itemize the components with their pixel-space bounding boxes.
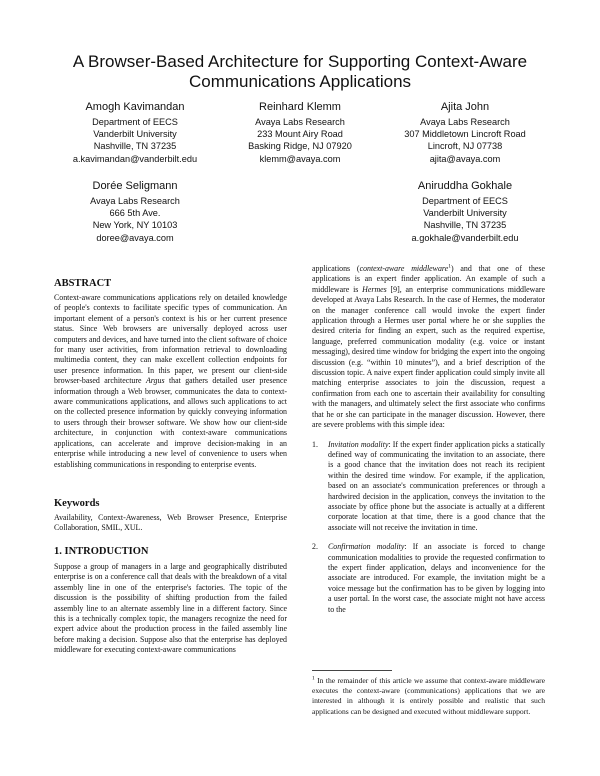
list-item xyxy=(312,440,545,534)
footnote-marker: 1 xyxy=(448,263,451,270)
list-item-label: Confirmation modality xyxy=(328,542,405,552)
author-email: ajita@avaya.com xyxy=(429,153,501,164)
context-aware-middleware-term: context-aware middleware xyxy=(359,264,449,273)
author-email: doree@avaya.com xyxy=(96,232,174,243)
right-column xyxy=(312,264,545,615)
abstract-heading: ABSTRACT xyxy=(54,278,112,289)
text-run: applications ( xyxy=(312,264,360,273)
author-address-street: 233 Mount Airy Road xyxy=(257,129,343,140)
author-block-5 xyxy=(370,179,560,244)
author-address-street: 666 5th Ave. xyxy=(109,208,161,219)
author-name: Reinhard Klemm xyxy=(259,101,341,113)
abstract-text-2: that gathers detailed user presence information through a Web browser, communicates the data to context-aware communications applications, and allows such applications to act on the collected presence information by quickly conveying information to users through their browser software. We show how our client-side architecture, in conjunction with context-aware communications applications, can accelerate and improve decision-making in an enterprise while introducing a new level of convenience to users when establishing communications in responding to enterprise events. xyxy=(54,376,287,469)
text-run: ) and that one of these applications is an expert finder application. An example of such a middleware is xyxy=(312,264,545,294)
keywords-heading: Keywords xyxy=(54,498,100,509)
author-address: New York, NY 10103 xyxy=(92,220,178,231)
right-paragraph xyxy=(312,264,545,431)
author-affiliation: Avaya Labs Research xyxy=(420,117,510,127)
keywords-text: Availability, Context-Awareness, Web Browser Presence, Enterprise Collaboration, SMIL, XUL. xyxy=(54,513,287,533)
author-address: Lincroft, NJ 07738 xyxy=(427,141,503,152)
list-item xyxy=(312,542,545,615)
footnote-rule xyxy=(312,670,392,671)
footnote-number: 1 xyxy=(312,675,315,682)
author-block-4 xyxy=(40,179,230,244)
author-address: Basking Ridge, NJ 07920 xyxy=(248,141,352,152)
author-institution: Vanderbilt University xyxy=(93,129,177,140)
introduction-heading: 1. INTRODUCTION xyxy=(54,546,149,557)
author-name: Aniruddha Gokhale xyxy=(417,180,513,192)
abstract-text-1: Context-aware communications applications rely on detailed knowledge of people's contexts to facilitate specific types of communication. An important element of a person's context is his or her current presence status. Since Web browsers are universally deployed across user computers and devices, and have turned into the client software of choice for many user activities, from information retrieval to downloading multimedia content, they can make excellent collection endpoints for user presence information. In this paper, we present our client-side browser-based architecture xyxy=(54,293,287,386)
list-item-label: Invitation modality xyxy=(328,439,389,449)
author-address: Nashville, TN 37235 xyxy=(423,220,507,231)
footnote-text: In the remainder of this article we assume that context-aware middleware executes the context-aware (communications) applications that we are interested in although it is entirely possible and realistic that such applications can be designed and executed without middleware support. xyxy=(312,676,546,716)
author-address-street: 307 Middletown Lincroft Road xyxy=(404,129,526,140)
author-address: Nashville, TN 37235 xyxy=(93,141,177,152)
author-name: Amogh Kavimandan xyxy=(85,101,185,113)
paper-title xyxy=(20,52,580,92)
footnote xyxy=(312,676,545,717)
author-block-2 xyxy=(205,100,395,165)
list-number: 2. xyxy=(312,542,318,552)
author-affiliation: Department of EECS xyxy=(422,196,508,206)
author-institution: Vanderbilt University xyxy=(423,208,507,219)
title-line-1: A Browser-Based Architecture for Supporting Context-Aware xyxy=(72,52,528,71)
abstract-body xyxy=(54,293,287,470)
author-name: Dorée Seligmann xyxy=(92,180,178,192)
author-block-3 xyxy=(370,100,560,165)
hermes-term: Hermes xyxy=(362,284,387,294)
author-email: klemm@avaya.com xyxy=(259,153,341,164)
argus-term: Argus xyxy=(145,376,165,386)
author-email: a.kavimandan@vanderbilt.edu xyxy=(72,153,198,164)
list-item-text: : If the expert finder application picks a statically defined way of communicating the invitation to an associate, there is a good chance that the invitation does not reach its recipient within the desired time window. For example, if the application, based on an associate's communication preferences or through a hardwired decision in the application, conveys the invitation to the associate by office phone but the associate is actually at a different corporate location at that time, there is a good chance that the associate will not receive the invitation in time. xyxy=(328,439,545,532)
author-block-1 xyxy=(40,100,230,165)
list-item-text: : If an associate is forced to change communication modalities to provide the requested confirmation to the expert finder application, delays and inconvenience for the associate are introduced. For example, the invitation might be a voice message but the confirmation has to be given by logging into a user portal. In the worst case, the associate might not have access to the xyxy=(328,542,545,614)
introduction-text: Suppose a group of managers in a large and geographically distributed enterprise is on a conference call that deals with the breakdown of a vital assembly line in one of the enterprise's factories. The topic of the discussion is the possibility of shifting production from the failed assembly line to an alternate assembly line in a different factory. Since this is a technically complex topic, the managers recognize the need for expert advice about the production process in the failed assembly line before making a decision. Suppose also that the enterprise has deployed middleware for executing context-aware communications xyxy=(54,562,287,655)
author-affiliation: Avaya Labs Research xyxy=(90,196,180,206)
text-run: [9], an enterprise communications middleware developed at Avaya Labs Research. In the case of Hermes, the moderator on the manager conference call would invoke the expert finder application through a Hermes user portal where he or she supplies the desired criteria for finding an expert, such as the required expertise, language, preferred communication modality (e.g. voice or instant messaging), desired time window for bridging the expert into the ongoing discussion (e.g. “within 10 minutes”), and a brief description of the discussion topic. A naive expert finder application could simply invite all matching enterprise associates to join the discussion, request a confirmation from each one to ascertain their availability for consulting with the managers, and ultimately select the first associate who confirms that he or she can participate in the manager discussion. However, there are severe problems with this simple idea: xyxy=(312,284,545,430)
author-email: a.gokhale@vanderbilt.edu xyxy=(411,232,519,243)
title-line-2: Communications Applications xyxy=(188,72,412,91)
author-affiliation: Avaya Labs Research xyxy=(255,117,345,127)
author-affiliation: Department of EECS xyxy=(92,117,178,127)
list-number: 1. xyxy=(312,439,318,449)
author-name: Ajita John xyxy=(440,101,490,113)
